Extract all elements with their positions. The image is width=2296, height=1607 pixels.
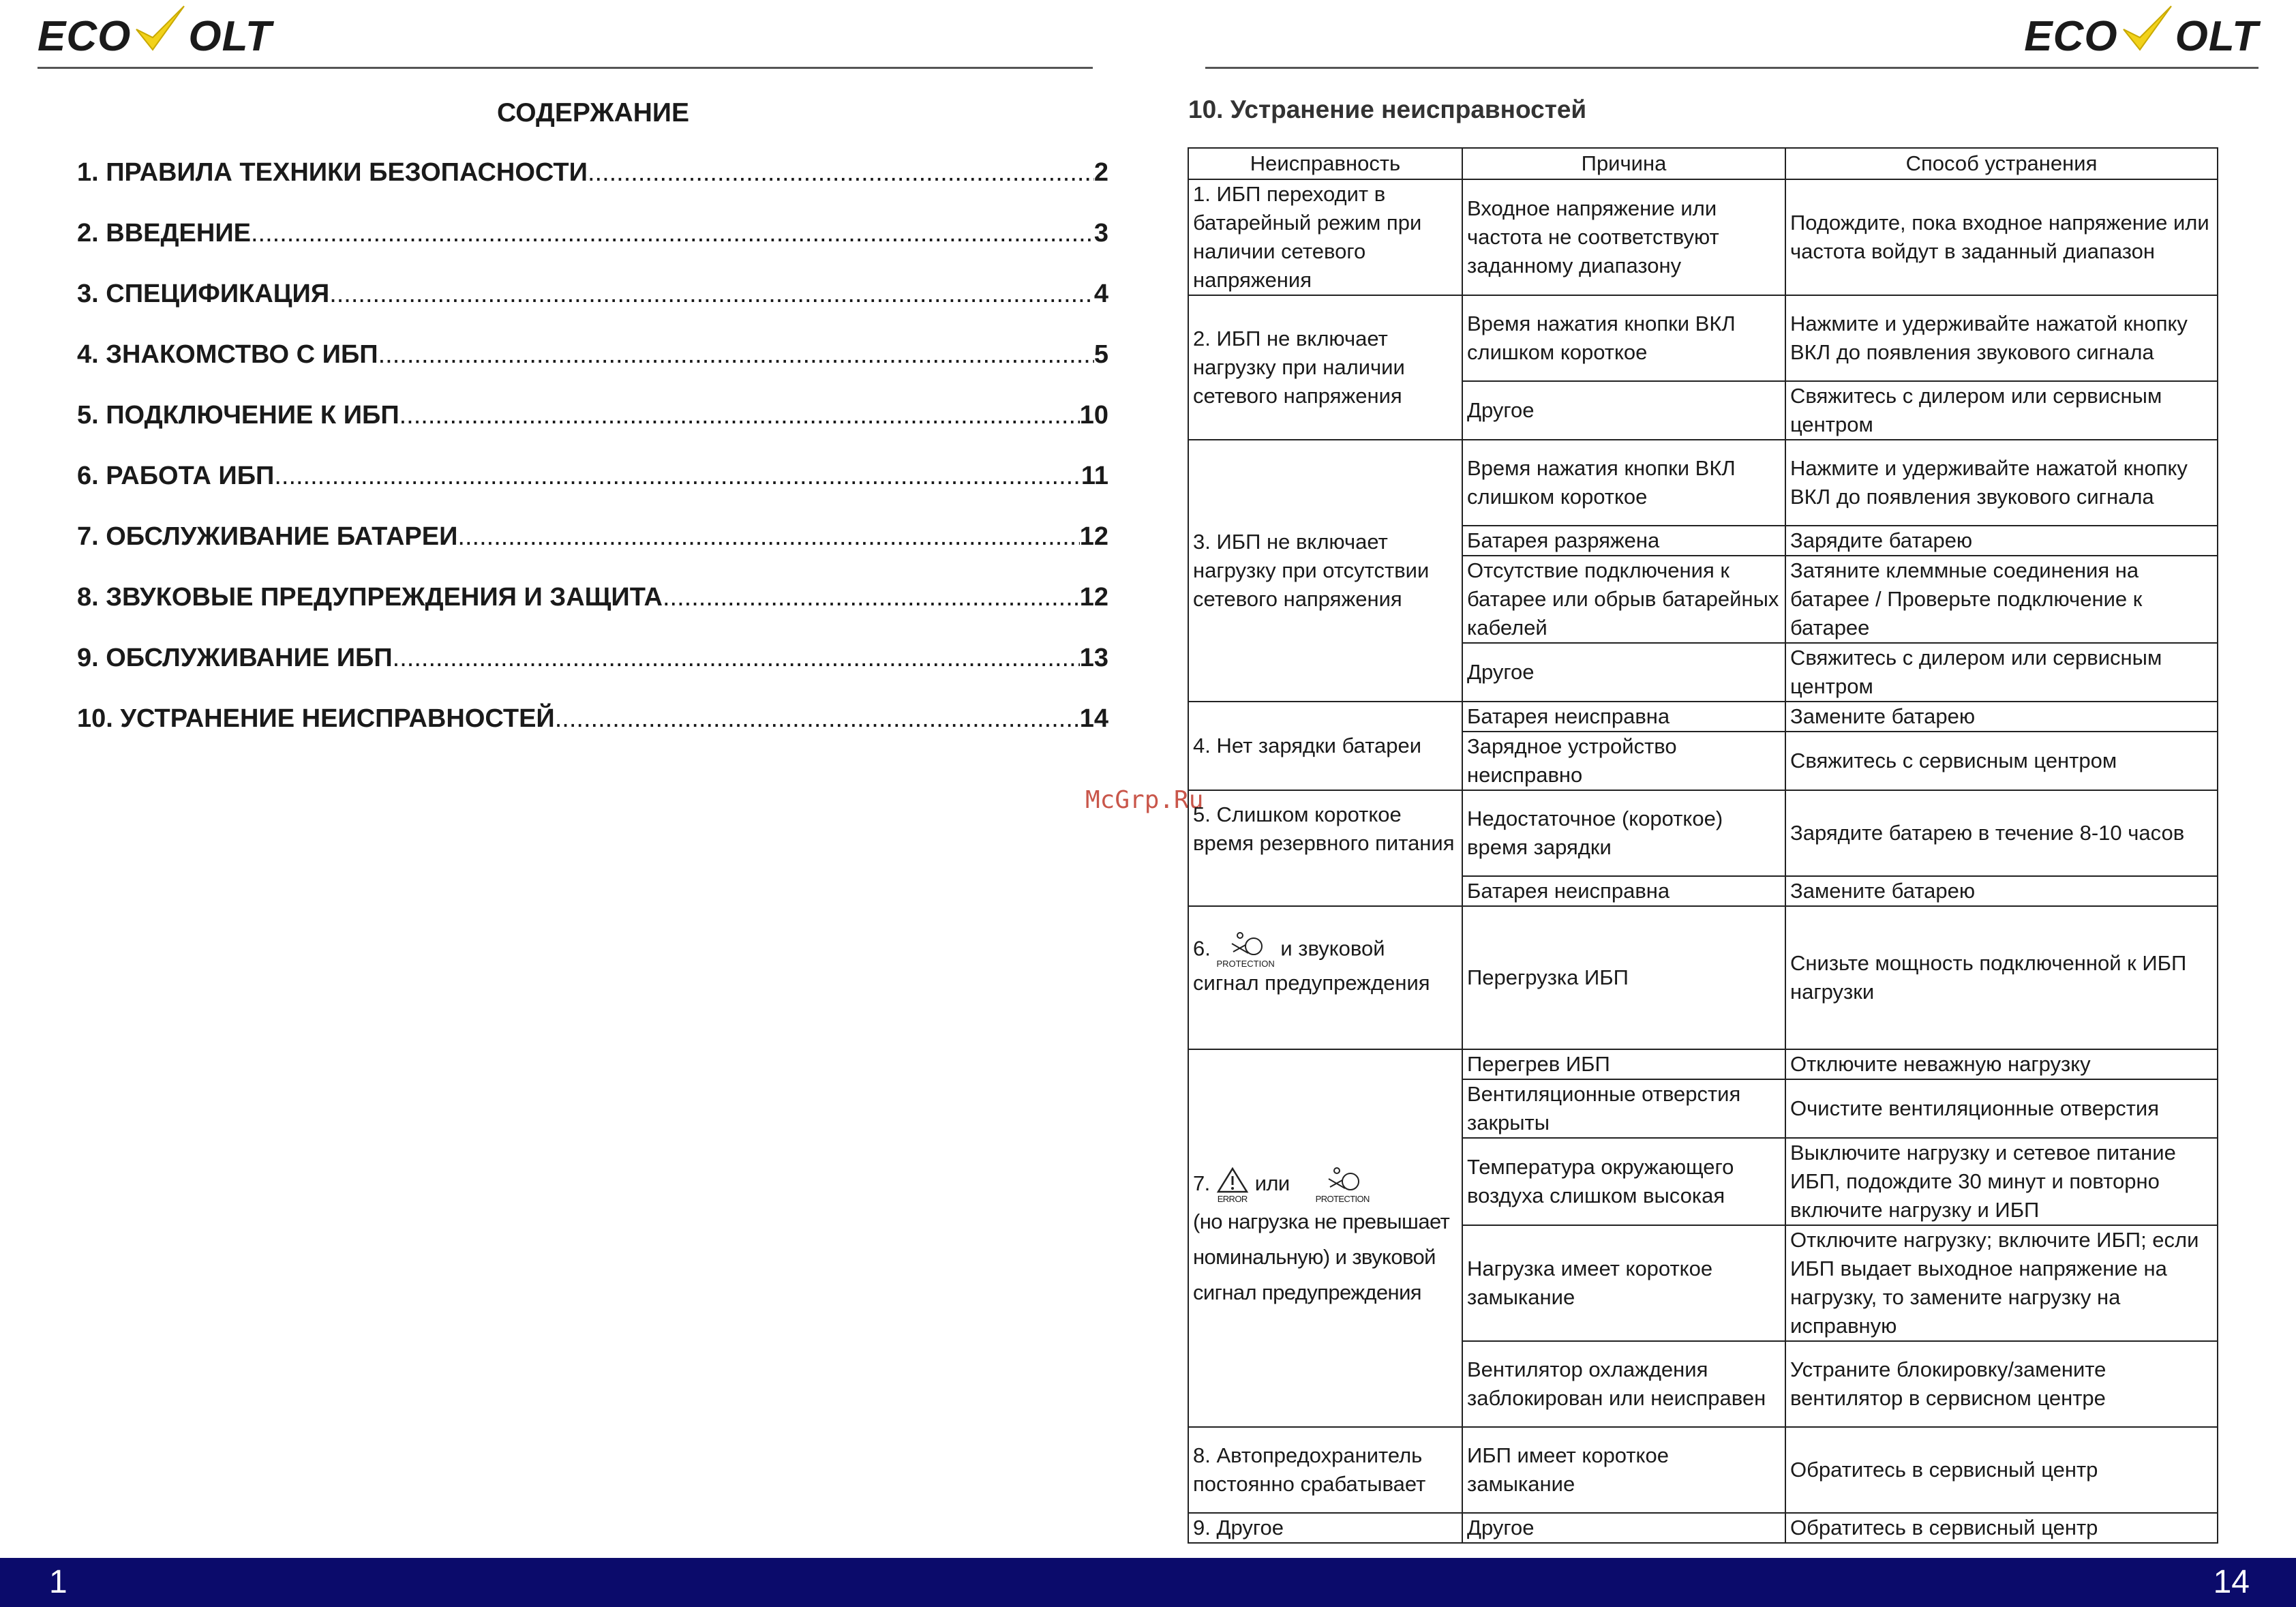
logo-left — [37, 5, 272, 67]
toc-entry-title: 7. ОБСЛУЖИВАНИЕ БАТАРЕИ — [77, 522, 458, 551]
remedy-cell: Нажмите и удерживайте нажатой кнопку ВКЛ до появления звукового сигнала — [1785, 295, 2218, 381]
table-row — [1188, 1049, 2218, 1079]
remedy-cell: Обратитесь в сервисный центр — [1785, 1427, 2218, 1513]
table-header-row — [1188, 148, 2218, 179]
remedy-cell: Нажмите и удерживайте нажатой кнопку ВКЛ до появления звукового сигнала — [1785, 440, 2218, 526]
remedy-cell: Очистите вентиляционные отверстия — [1785, 1079, 2218, 1138]
logo-text-olt: OLT — [188, 12, 272, 60]
remedy-cell: Замените батарею — [1785, 876, 2218, 906]
cause-cell: Время нажатия кнопки ВКЛ слишком короткое — [1462, 440, 1785, 526]
cause-cell: Перегрев ИБП — [1462, 1049, 1785, 1079]
toc-entry-title: 6. РАБОТА ИБП — [77, 462, 275, 490]
toc-entry-page: 12 — [1079, 522, 1108, 551]
remedy-cell: Замените батарею — [1785, 702, 2218, 732]
check-logo-icon — [132, 2, 187, 57]
cause-cell: Батарея разряжена — [1462, 526, 1785, 556]
toc-entry-page: 3 — [1093, 219, 1108, 247]
toc-entry-page: 10 — [1079, 401, 1108, 430]
toc-leader-dots — [378, 340, 1094, 370]
cause-cell: Зарядное устройство неисправно — [1462, 732, 1785, 790]
toc-title: СОДЕРЖАНИЕ — [497, 98, 689, 127]
cause-cell: Вентиляционные отверстия закрыты — [1462, 1079, 1785, 1138]
toc-entry[interactable] — [77, 704, 1108, 765]
toc-leader-dots — [457, 522, 1079, 552]
remedy-cell: Снизьте мощность подключенной к ИБП нагрузки — [1785, 906, 2218, 1049]
toc-entry-page: 5 — [1093, 340, 1108, 369]
logo-right — [2024, 5, 2259, 67]
toc-entry-page: 13 — [1079, 644, 1108, 672]
cause-cell: Отсутствие подключения к батарее или обрыв батарейных кабелей — [1462, 556, 1785, 643]
cause-cell: Другое — [1462, 1513, 1785, 1543]
cause-cell: Входное напряжение или частота не соответствуют заданному диапазону — [1462, 179, 1785, 295]
toc-leader-dots — [663, 583, 1080, 612]
table-of-contents — [77, 158, 1108, 765]
fault-cell: 5. Слишком короткое время резервного питания — [1188, 790, 1462, 906]
cause-cell: Нагрузка имеет короткое замыкание — [1462, 1225, 1785, 1341]
toc-entry-title: 1. ПРАВИЛА ТЕХНИКИ БЕЗОПАСНОСТИ — [77, 158, 588, 187]
fault-cell — [1188, 906, 1462, 1049]
remedy-cell: Отключите нагрузку; включите ИБП; если ИБП выдает выходное напряжение на нагрузку, то замените нагрузку на исправную — [1785, 1225, 2218, 1341]
cause-cell: Батарея неисправна — [1462, 702, 1785, 732]
fault-cell: 9. Другое — [1188, 1513, 1462, 1543]
protection-icon-label: PROTECTION — [1216, 958, 1275, 969]
toc-leader-dots — [393, 644, 1080, 673]
fault-cell: 4. Нет зарядки батареи — [1188, 702, 1462, 790]
toc-leader-dots — [399, 401, 1080, 430]
table-row — [1188, 179, 2218, 295]
header-divider-left — [37, 67, 1093, 69]
fault-text: и звуковой — [1280, 936, 1385, 961]
toc-entry-page: 11 — [1081, 462, 1108, 490]
section-title: 10. Устранение неисправностей — [1188, 95, 1587, 123]
check-logo-icon — [2119, 2, 2174, 57]
remedy-cell: Выключите нагрузку и сетевое питание ИБП, подождите 30 минут и повторно включите нагрузку и ИБП — [1785, 1138, 2218, 1225]
toc-entry-page: 2 — [1093, 158, 1108, 187]
toc-entry-title: 8. ЗВУКОВЫЕ ПРЕДУПРЕЖДЕНИЯ И ЗАЩИТА — [77, 583, 663, 612]
toc-entry-title: 4. ЗНАКОМСТВО С ИБП — [77, 340, 378, 369]
toc-entry[interactable] — [77, 644, 1108, 704]
fault-number: 7. — [1193, 1171, 1210, 1196]
toc-entry-page: 4 — [1093, 280, 1108, 308]
toc-entry[interactable] — [77, 522, 1108, 583]
toc-entry-title: 3. СПЕЦИФИКАЦИЯ — [77, 280, 330, 308]
fault-text: или — [1254, 1171, 1290, 1196]
remedy-cell: Отключите неважную нагрузку — [1785, 1049, 2218, 1079]
toc-entry[interactable] — [77, 401, 1108, 462]
remedy-cell: Затяните клеммные соединения на батарее / Проверьте подключение к батарее — [1785, 556, 2218, 643]
fault-cell: 8. Автопредохранитель постоянно срабатывает — [1188, 1427, 1462, 1513]
page-number-left: 1 — [49, 1564, 67, 1600]
table-row — [1188, 790, 2218, 876]
remedy-cell: Зарядите батарею в течение 8-10 часов — [1785, 790, 2218, 876]
toc-entry-title: 9. ОБСЛУЖИВАНИЕ ИБП — [77, 644, 393, 672]
toc-entry-title: 5. ПОДКЛЮЧЕНИЕ К ИБП — [77, 401, 399, 430]
fault-cell: 2. ИБП не включает нагрузку при наличии сетевого напряжения — [1188, 295, 1462, 440]
table-row — [1188, 295, 2218, 381]
toc-leader-dots — [329, 280, 1094, 309]
table-row — [1188, 702, 2218, 732]
toc-leader-dots — [555, 704, 1080, 734]
toc-entry[interactable] — [77, 462, 1108, 522]
header-cause: Причина — [1462, 148, 1785, 179]
toc-entry-title: 2. ВВЕДЕНИЕ — [77, 219, 251, 247]
toc-entry[interactable] — [77, 158, 1108, 219]
fault-cell: 1. ИБП переходит в батарейный режим при наличии сетевого напряжения — [1188, 179, 1462, 295]
footer-bar — [0, 1558, 2296, 1607]
error-icon-label: ERROR — [1217, 1193, 1248, 1204]
fault-text: (но нагрузка не превышает номинальную) и звуковой сигнал предупреждения — [1193, 1209, 1450, 1304]
header-fault: Неисправность — [1188, 148, 1462, 179]
fault-cell: 3. ИБП не включает нагрузку при отсутствии сетевого напряжения — [1188, 440, 1462, 702]
toc-entry-title: 10. УСТРАНЕНИЕ НЕИСПРАВНОСТЕЙ — [77, 704, 555, 733]
protection-icon — [1322, 1167, 1363, 1194]
toc-entry[interactable] — [77, 280, 1108, 340]
logo-text-olt: OLT — [2175, 12, 2259, 60]
toc-leader-dots — [274, 462, 1081, 491]
cause-cell: Температура окружающего воздуха слишком высокая — [1462, 1138, 1785, 1225]
toc-leader-dots — [588, 158, 1094, 187]
toc-entry[interactable] — [77, 340, 1108, 401]
fault-number: 6. — [1193, 936, 1211, 961]
cause-cell: Другое — [1462, 643, 1785, 702]
remedy-cell: Свяжитесь с сервисным центром — [1785, 732, 2218, 790]
toc-entry-page: 14 — [1079, 704, 1108, 733]
table-row — [1188, 1513, 2218, 1543]
cause-cell: Перегрузка ИБП — [1462, 906, 1785, 1049]
toc-entry[interactable] — [77, 219, 1108, 280]
toc-leader-dots — [251, 219, 1094, 248]
cause-cell: ИБП имеет короткое замыкание — [1462, 1427, 1785, 1513]
toc-entry-page: 12 — [1079, 583, 1108, 612]
troubleshooting-table — [1188, 147, 2218, 1544]
protection-icon-label: PROTECTION — [1315, 1193, 1370, 1204]
table-row — [1188, 906, 2218, 1049]
cause-cell: Время нажатия кнопки ВКЛ слишком короткое — [1462, 295, 1785, 381]
logo-text-eco: ECO — [37, 12, 132, 60]
cause-cell: Другое — [1462, 381, 1785, 440]
protection-indicator — [1216, 931, 1274, 969]
remedy-cell: Обратитесь в сервисный центр — [1785, 1513, 2218, 1543]
watermark: McGrp.Ru — [1085, 786, 1204, 814]
cause-cell: Батарея неисправна — [1462, 876, 1785, 906]
protection-icon — [1225, 931, 1266, 959]
remedy-cell: Зарядите батарею — [1785, 526, 2218, 556]
header-remedy: Способ устранения — [1785, 148, 2218, 179]
fault-cell — [1188, 1049, 1462, 1427]
remedy-cell: Свяжитесь с дилером или сервисным центром — [1785, 643, 2218, 702]
remedy-cell: Свяжитесь с дилером или сервисным центром — [1785, 381, 2218, 440]
remedy-cell: Подождите, пока входное напряжение или частота войдут в заданный диапазон — [1785, 179, 2218, 295]
table-row — [1188, 440, 2218, 526]
table-row — [1188, 1427, 2218, 1513]
cause-cell: Вентилятор охлаждения заблокирован или неисправен — [1462, 1341, 1785, 1427]
logo-text-eco: ECO — [2024, 12, 2118, 60]
error-indicator — [1215, 1167, 1250, 1204]
page-number-right: 14 — [2213, 1564, 2250, 1600]
remedy-cell: Устраните блокировку/замените вентилятор в сервисном центре — [1785, 1341, 2218, 1427]
header-divider-right — [1205, 67, 2259, 69]
error-icon — [1215, 1167, 1250, 1194]
cause-cell: Недостаточное (короткое) время зарядки — [1462, 790, 1785, 876]
protection-indicator — [1316, 1167, 1370, 1204]
fault-text: сигнал предупреждения — [1193, 970, 1430, 995]
toc-entry[interactable] — [77, 583, 1108, 644]
